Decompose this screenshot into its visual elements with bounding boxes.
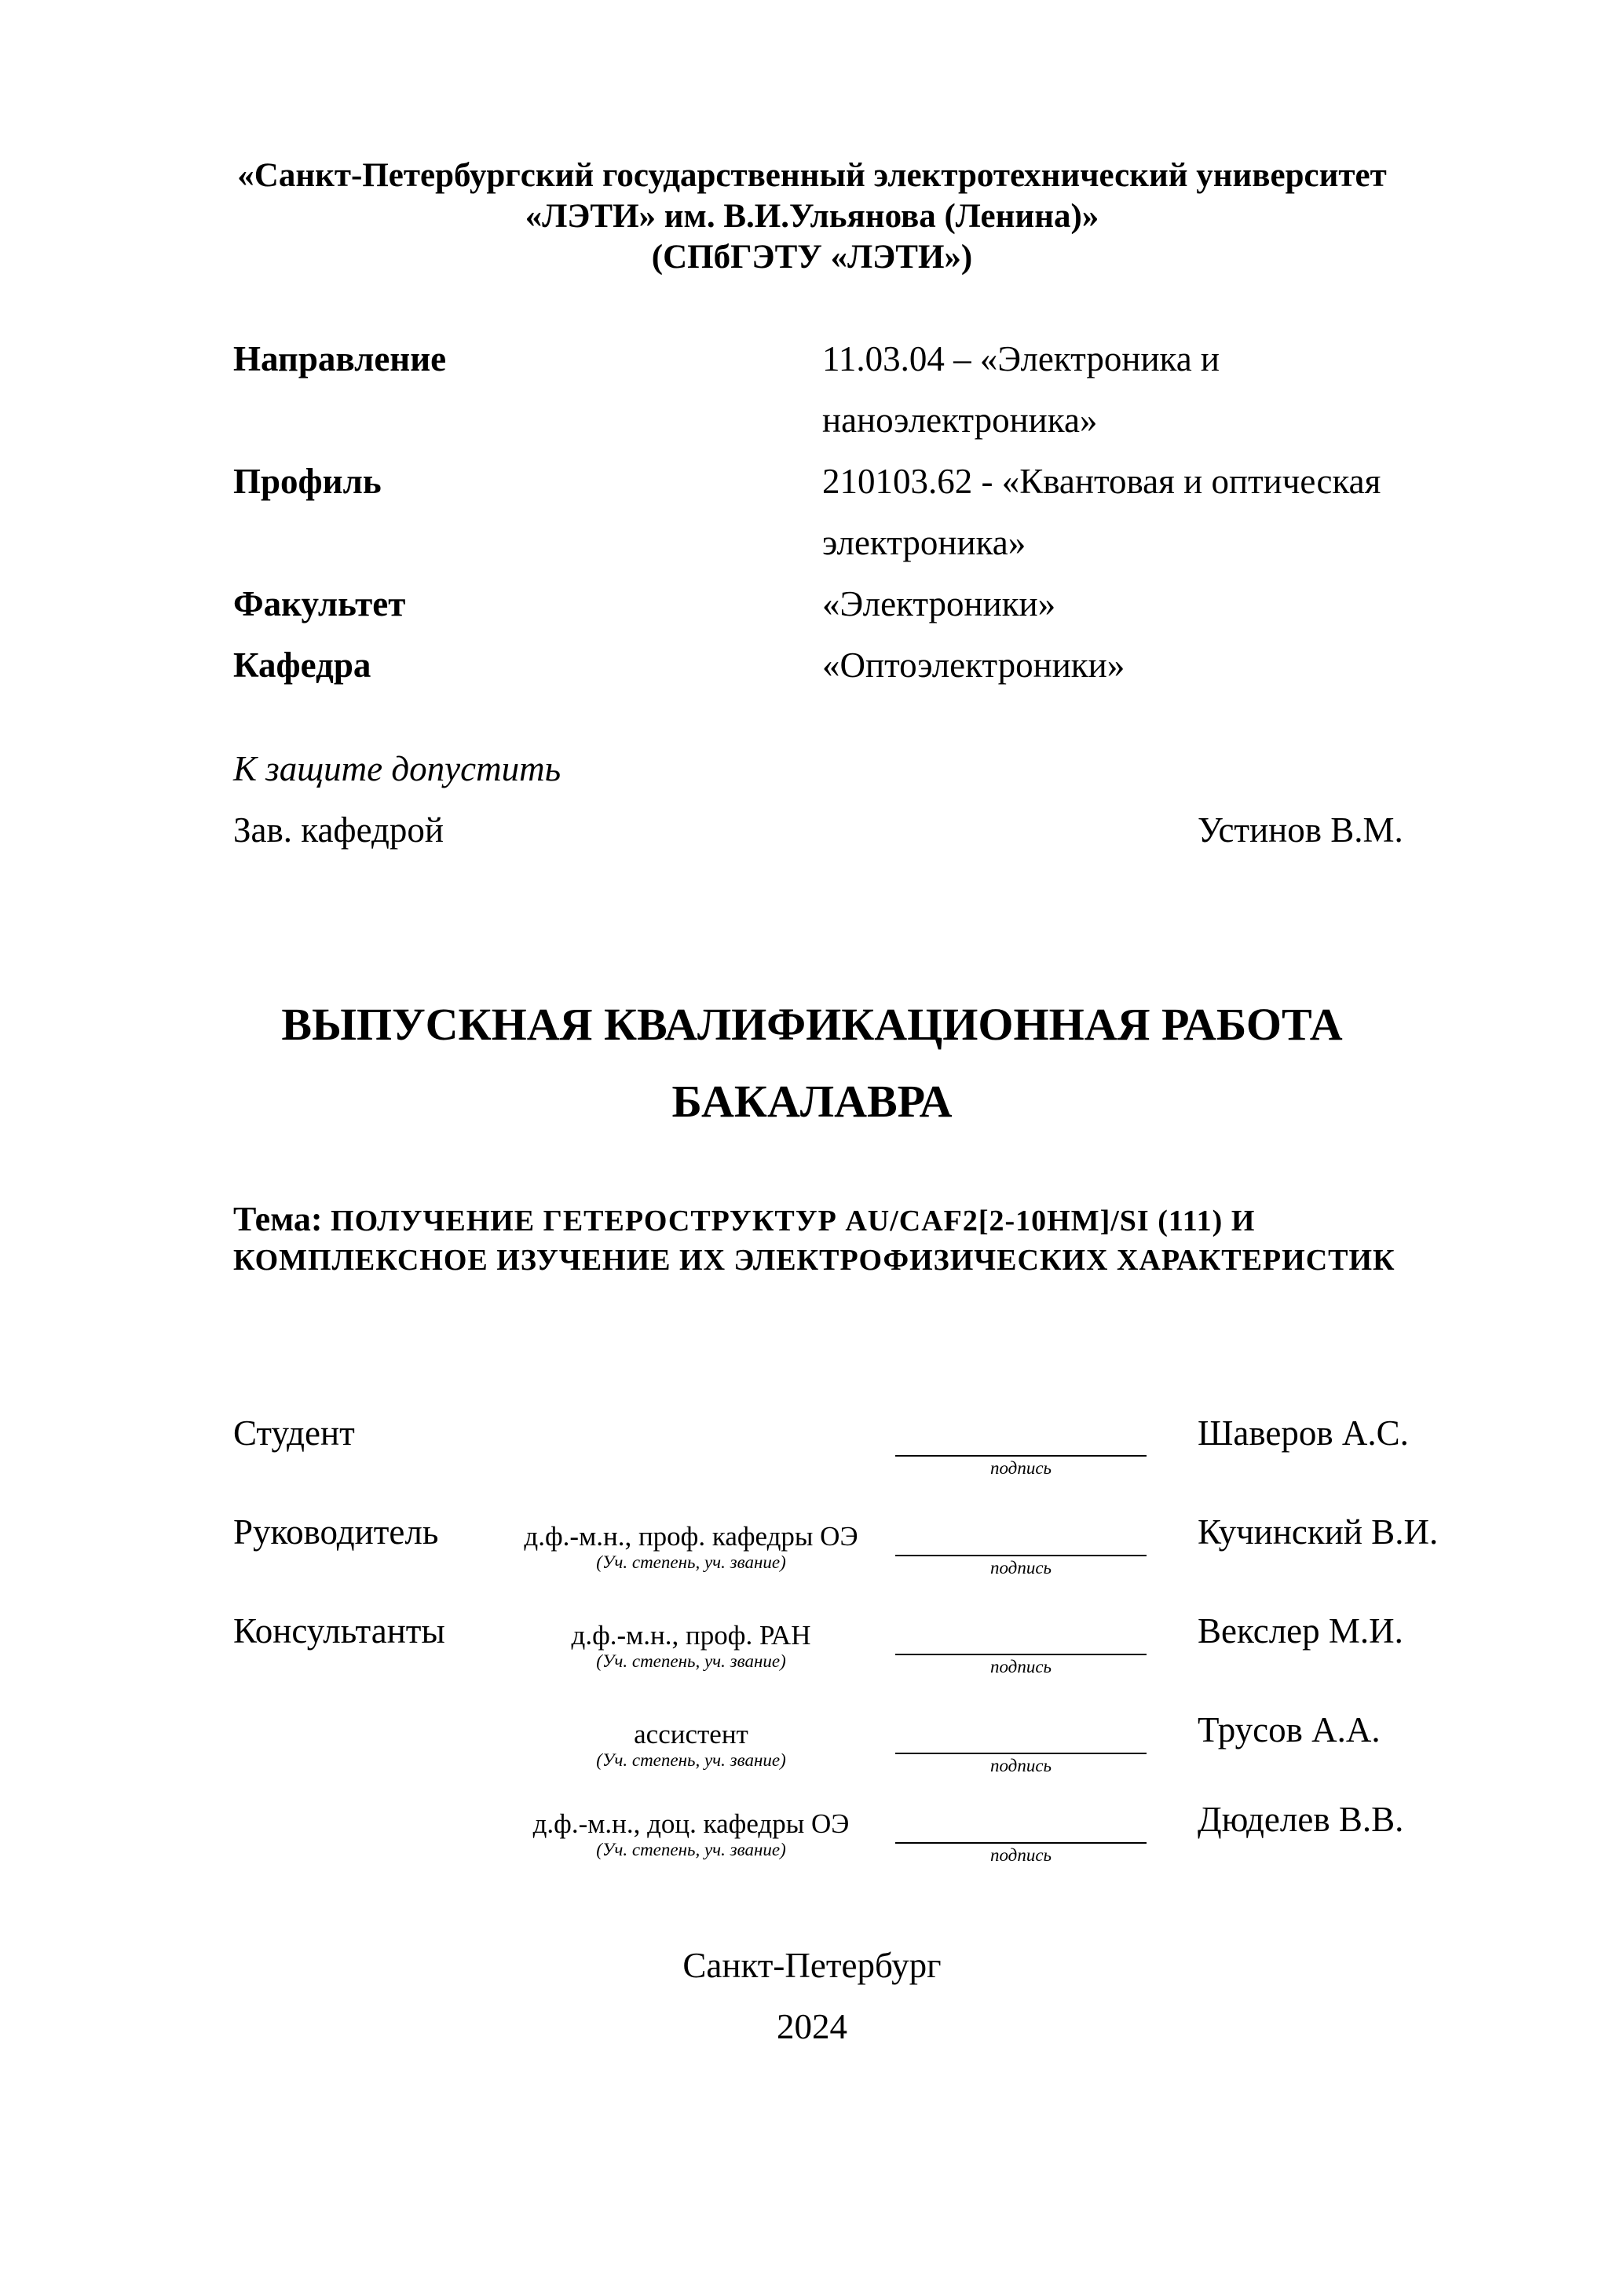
footer-year: 2024 [777, 2007, 847, 2046]
document-title-line-2: БАКАЛАВРА [671, 1076, 953, 1127]
student-signature-caption: подпись [989, 1458, 1052, 1478]
admit-to-defense-text: К защите допустить [233, 749, 561, 788]
supervisor-role-label: Руководитель [233, 1512, 439, 1552]
department-label: Кафедра [233, 645, 371, 685]
topic-line-2: КОМПЛЕКСНОЕ ИЗУЧЕНИЕ ИХ ЭЛЕКТРОФИЗИЧЕСКИХ ХАРАКТЕРИСТИК [233, 1244, 1395, 1277]
supervisor-degree-caption: (Уч. степень, уч. звание) [596, 1552, 786, 1572]
supervisor-signature-line [895, 1555, 1147, 1556]
consultant-3-degree-caption: (Уч. степень, уч. звание) [596, 1840, 786, 1859]
university-name-line-1: «Санкт-Петербургский государственный электротехнический университет [237, 157, 1387, 194]
consultant-1-degree: д.ф.-м.н., проф. РАН [571, 1620, 811, 1651]
head-of-department-name: Устинов В.М. [1198, 810, 1403, 850]
faculty-value: «Электроники» [822, 584, 1056, 623]
faculty-label: Факультет [233, 584, 406, 623]
direction-label: Направление [233, 339, 447, 378]
consultant-2-degree-caption: (Уч. степень, уч. звание) [596, 1750, 786, 1770]
consultant-2-signature-line [895, 1753, 1147, 1754]
student-signature-line [895, 1455, 1147, 1457]
topic-lead: Тема: [233, 1200, 323, 1238]
student-role-label: Студент [233, 1413, 355, 1453]
direction-value-line-2: наноэлектроника» [822, 400, 1098, 440]
topic-text-line-1: ПОЛУЧЕНИЕ ГЕТЕРОСТРУКТУР AU/CAF2[2-10НМ]/SI (111) И [331, 1205, 1256, 1238]
profile-value-line-1: 210103.62 - «Квантовая и оптическая [822, 462, 1381, 501]
footer-city: Санкт-Петербург [682, 1946, 942, 1985]
document-title-line-1: ВЫПУСКНАЯ КВАЛИФИКАЦИОННАЯ РАБОТА [281, 999, 1343, 1050]
consultant-1-name: Векслер М.И. [1198, 1611, 1403, 1651]
consultant-3-degree: д.ф.-м.н., доц. кафедры ОЭ [532, 1808, 850, 1839]
head-of-department-label: Зав. кафедрой [233, 810, 444, 850]
consultants-role-label: Консультанты [233, 1611, 445, 1651]
profile-value-line-2: электроника» [822, 523, 1026, 562]
supervisor-name: Кучинский В.И. [1198, 1512, 1439, 1552]
consultant-1-signature-line [895, 1654, 1147, 1655]
supervisor-signature-caption: подпись [989, 1558, 1052, 1578]
consultant-2-degree: ассистент [634, 1719, 748, 1749]
consultant-2-signature-caption: подпись [989, 1756, 1052, 1775]
consultant-1-degree-caption: (Уч. степень, уч. звание) [596, 1651, 786, 1671]
consultant-3-signature-line [895, 1842, 1147, 1844]
student-name: Шаверов А.С. [1198, 1413, 1409, 1453]
department-value: «Оптоэлектроники» [822, 645, 1125, 685]
consultant-3-signature-caption: подпись [989, 1845, 1052, 1865]
supervisor-degree: д.ф.-м.н., проф. кафедры ОЭ [524, 1521, 858, 1552]
consultant-1-signature-caption: подпись [989, 1657, 1052, 1676]
profile-label: Профиль [233, 462, 382, 501]
university-name-line-2: «ЛЭТИ» им. В.И.Ульянова (Ленина)» [525, 198, 1099, 235]
topic-line-1 [233, 1201, 1255, 1239]
direction-value-line-1: 11.03.04 – «Электроника и [822, 339, 1220, 378]
university-abbreviation: (СПбГЭТУ «ЛЭТИ») [651, 239, 973, 276]
consultant-2-name: Трусов А.А. [1198, 1710, 1381, 1749]
consultant-3-name: Дюделев В.В. [1198, 1800, 1404, 1839]
